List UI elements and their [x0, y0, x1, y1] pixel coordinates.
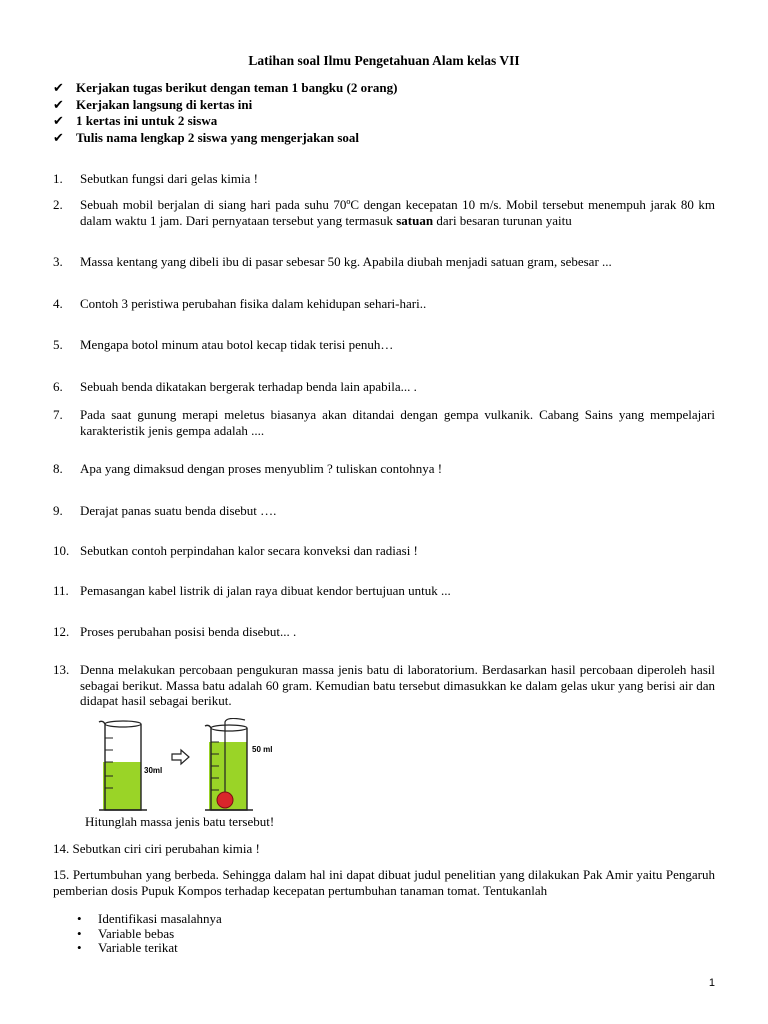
bullet-icon: •	[77, 925, 82, 941]
question-1: 1. Sebutkan fungsi dari gelas kimia !	[53, 171, 258, 186]
question-9: 9. Derajat panas suatu benda disebut ….	[53, 503, 277, 518]
question-7: 7. Pada saat gunung merapi meletus biasanya akan ditandai dengan gempa vulkanik. Cabang Sains yang mempelajari karakteristik jenis gempa adalah ....	[53, 407, 715, 438]
check-icon: ✔	[53, 96, 64, 112]
question-11: 11. Pemasangan kabel listrik di jalan raya dibuat kendor bertujuan untuk ...	[53, 583, 451, 598]
cylinder-before	[99, 721, 162, 810]
question-10: 10. Sebutkan contoh perpindahan kalor secara konveksi dan radiasi !	[53, 543, 418, 558]
liquid-before	[103, 762, 141, 810]
instruction-item: ✔ Kerjakan langsung di kertas ini	[53, 96, 253, 112]
cylinder-after	[205, 718, 272, 810]
bullet-icon: •	[77, 940, 82, 955]
q15-bullet-list	[53, 912, 222, 956]
arrow-icon	[172, 750, 189, 764]
question-13: 13. Denna melakukan percobaan pengukuran massa jenis batu di laboratorium. Berdasarkan hasil percobaan diperoleh hasil sebagai berikut. Massa batu adalah 60 gram. Kemudian batu tersebut dimasukkan ke dalam gelas ukur yang berisi air dan didapat hasil sebagai berikut.	[53, 662, 715, 708]
cylinder-rim	[105, 721, 141, 727]
instruction-list	[53, 80, 397, 146]
check-icon: ✔	[53, 129, 64, 145]
check-icon: ✔	[53, 80, 64, 95]
question-3: 3. Massa kentang yang dibeli ibu di pasar sebesar 50 kg. Apabila diubah menjadi satuan gram, sebesar ...	[53, 254, 612, 269]
stone-icon	[217, 792, 233, 808]
question-12: 12. Proses perubahan posisi benda disebut... .	[53, 624, 297, 639]
instruction-item: ✔ Kerjakan tugas berikut dengan teman 1 bangku (2 orang)	[53, 80, 398, 95]
question-4: 4. Contoh 3 peristiwa perubahan fisika dalam kehidupan sehari-hari..	[53, 296, 427, 311]
page-number: 1	[708, 977, 715, 989]
bullet-icon: •	[77, 911, 82, 926]
instruction-item: ✔ Tulis nama lengkap 2 siswa yang mengerjakan soal	[53, 129, 360, 145]
check-icon: ✔	[53, 113, 64, 128]
page-title: Latihan soal Ilmu Pengetahuan Alam kelas VII	[248, 53, 520, 68]
instruction-item: ✔ 1 kertas ini untuk 2 siswa	[53, 113, 218, 128]
label-after: 50 ml	[252, 745, 273, 754]
question-14: 14. Sebutkan ciri ciri perubahan kimia !	[53, 841, 260, 856]
label-before: 30ml	[144, 766, 163, 775]
question-8: 8. Apa yang dimaksud dengan proses menyublim ? tuliskan contohnya !	[53, 461, 443, 476]
list-item: • Variable terikat	[53, 941, 222, 956]
question-15: 15. Pertumbuhan yang berbeda. Sehingga dalam hal ini dapat dibuat judul penelitian yang dilakukan Pak Amir yaitu Pengaruh pemberian dosis Pupuk Kompos terhadap kecepatan pertumbuhan tanaman tomat. Tentukanlah	[53, 867, 715, 898]
list-item: • Identifikasi masalahnya	[53, 912, 222, 927]
graduated-cylinder-figure	[95, 718, 285, 814]
question-2: 2. Sebuah mobil berjalan di siang hari pada suhu 70ºC dengan kecepatan 10 m/s. Mobil tersebut menempuh jarak 80 km dalam waktu 1 jam. Dari pernyataan tersebut yang termasuk satuan dari besaran turunan yaitu	[53, 197, 715, 228]
list-item: • Variable bebas	[53, 927, 222, 942]
cylinder-rim	[211, 725, 247, 731]
question-5: 5. Mengapa botol minum atau botol kecap tidak terisi penuh…	[53, 337, 394, 352]
figure-caption: Hitunglah massa jenis batu tersebut!	[85, 814, 275, 829]
question-6: 6. Sebuah benda dikatakan bergerak terhadap benda lain apabila... .	[53, 379, 417, 394]
